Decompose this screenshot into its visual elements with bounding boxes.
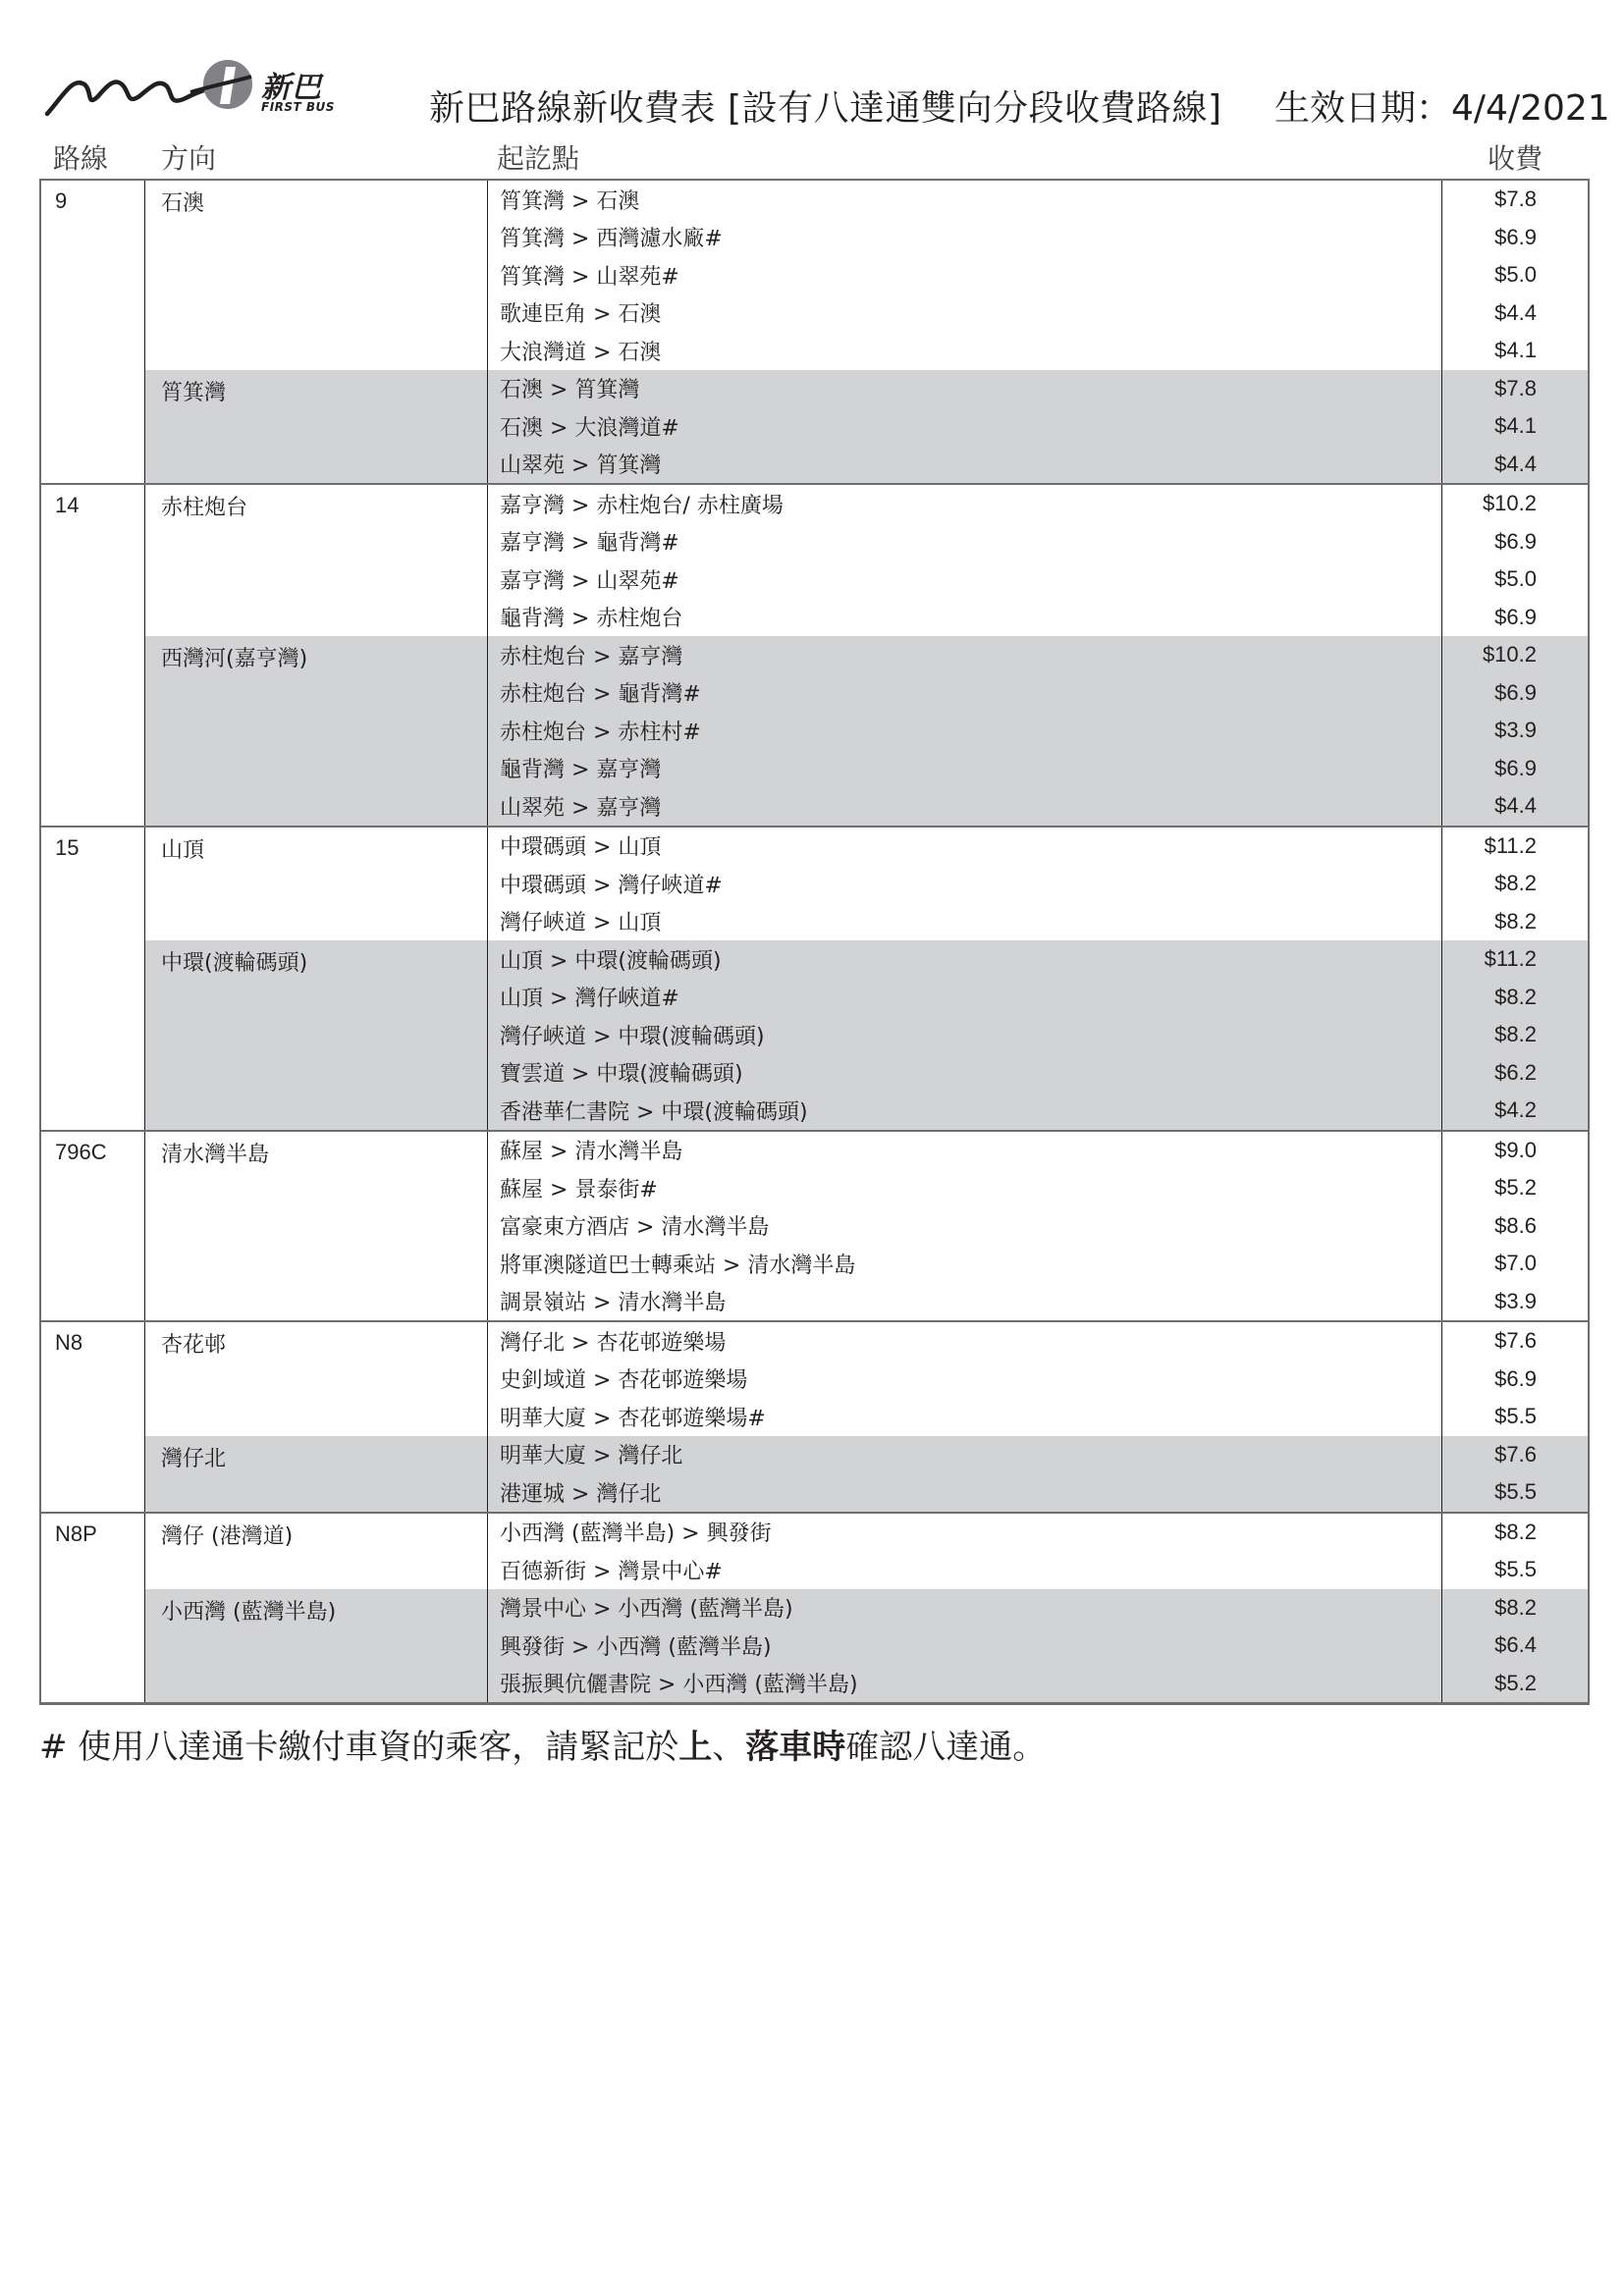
fare-value: $7.8 <box>1494 187 1537 212</box>
table-row <box>488 1514 1588 1552</box>
origin-destination: 龜背灣 > 赤柱炮台 <box>488 599 1442 637</box>
table-row <box>488 1436 1588 1474</box>
origin-destination: 香港華仁書院 > 中環(渡輪碼頭) <box>488 1092 1442 1130</box>
origin-destination: 富豪東方酒店 > 清水灣半島 <box>488 1207 1442 1246</box>
table-row <box>488 1132 1588 1170</box>
direction-name: 石澳 <box>145 181 488 370</box>
fare-value: $8.2 <box>1494 984 1537 1009</box>
table-row <box>488 1016 1588 1054</box>
fare-value: $4.4 <box>1494 299 1537 325</box>
direction-name: 中環(渡輪碼頭) <box>145 940 488 1130</box>
footnote-bold-alight: 落車時 <box>745 1728 846 1767</box>
fare-value: $8.6 <box>1494 1212 1537 1238</box>
origin-destination: 張振興伉儷書院 > 小西灣 (藍灣半島) <box>488 1665 1442 1703</box>
table-row <box>488 294 1588 333</box>
fare-value: $5.5 <box>1494 1479 1537 1505</box>
origin-destination: 中環碼頭 > 灣仔峽道# <box>488 865 1442 903</box>
route-number: N8 <box>41 1322 145 1512</box>
fare-value: $5.0 <box>1494 262 1537 288</box>
origin-destination: 龜背灣 > 嘉亨灣 <box>488 750 1442 788</box>
table-row <box>488 1092 1588 1130</box>
table-row <box>488 1361 1588 1399</box>
table-row <box>488 750 1588 788</box>
route-number: 9 <box>41 181 145 483</box>
origin-destination: 史釗域道 > 杏花邨遊樂場 <box>488 1361 1442 1399</box>
origin-destination: 嘉亨灣 > 龜背灣# <box>488 523 1442 561</box>
table-row <box>488 446 1588 484</box>
fare-value: $9.0 <box>1494 1137 1537 1162</box>
logo-english-text: FIRST BUS <box>261 100 335 114</box>
table-row <box>488 523 1588 561</box>
origin-destination: 石澳 > 筲箕灣 <box>488 370 1442 408</box>
fare-value: $10.2 <box>1482 491 1537 516</box>
origin-destination: 山頂 > 中環(渡輪碼頭) <box>488 940 1442 979</box>
route-block <box>41 181 1588 485</box>
direction-name: 灣仔北 <box>145 1436 488 1512</box>
fare-value: $8.2 <box>1494 908 1537 934</box>
table-row <box>488 1473 1588 1512</box>
first-bus-logo <box>43 57 338 126</box>
fare-value: $7.6 <box>1494 1441 1537 1467</box>
table-row <box>488 1589 1588 1628</box>
column-header-route: 路線 <box>53 142 109 175</box>
fare-value: $5.2 <box>1494 1175 1537 1201</box>
origin-destination: 小西灣 (藍灣半島) > 興發街 <box>488 1514 1442 1552</box>
direction-name: 灣仔 (港灣道) <box>145 1514 488 1589</box>
direction-name: 小西灣 (藍灣半島) <box>145 1589 488 1703</box>
origin-destination: 灣仔峽道 > 山頂 <box>488 903 1442 941</box>
origin-destination: 山頂 > 灣仔峽道# <box>488 979 1442 1017</box>
origin-destination: 寶雲道 > 中環(渡輪碼頭) <box>488 1054 1442 1093</box>
direction-name: 山頂 <box>145 828 488 941</box>
origin-destination: 將軍澳隧道巴士轉乘站 > 清水灣半島 <box>488 1245 1442 1283</box>
fare-value: $6.9 <box>1494 1365 1537 1391</box>
origin-destination: 歌連臣角 > 石澳 <box>488 294 1442 333</box>
origin-destination: 山翠苑 > 嘉亨灣 <box>488 787 1442 826</box>
direction-name: 赤柱炮台 <box>145 485 488 636</box>
table-row <box>488 1207 1588 1246</box>
fare-value: $6.9 <box>1494 604 1537 629</box>
fare-value: $4.2 <box>1494 1097 1537 1123</box>
origin-destination: 大浪灣道 > 石澳 <box>488 332 1442 370</box>
origin-destination: 赤柱炮台 > 龜背灣# <box>488 674 1442 713</box>
origin-destination: 嘉亨灣 > 赤柱炮台/ 赤柱廣場 <box>488 485 1442 523</box>
table-row <box>488 1551 1588 1589</box>
route-block <box>41 1322 1588 1514</box>
direction-block <box>145 370 1588 484</box>
octopus-footnote <box>39 1720 1046 1768</box>
fare-value: $6.9 <box>1494 528 1537 554</box>
direction-name: 清水灣半島 <box>145 1132 488 1321</box>
table-row <box>488 1245 1588 1283</box>
origin-destination: 石澳 > 大浪灣道# <box>488 407 1442 446</box>
origin-destination: 蘇屋 > 清水灣半島 <box>488 1132 1442 1170</box>
fare-value: $6.9 <box>1494 224 1537 249</box>
origin-destination: 明華大廈 > 杏花邨遊樂場# <box>488 1398 1442 1436</box>
origin-destination: 山翠苑 > 筲箕灣 <box>488 446 1442 484</box>
origin-destination: 筲箕灣 > 石澳 <box>488 181 1442 219</box>
fare-value: $6.2 <box>1494 1059 1537 1085</box>
effective-date: 生效日期：4/4/2021 <box>1274 88 1610 129</box>
origin-destination: 調景嶺站 > 清水灣半島 <box>488 1283 1442 1321</box>
fare-value: $3.9 <box>1494 718 1537 743</box>
table-row <box>488 712 1588 750</box>
fare-value: $5.2 <box>1494 1670 1537 1695</box>
fare-value: $11.2 <box>1484 946 1537 972</box>
column-header-fare: 收費 <box>1488 142 1543 175</box>
fare-value: $6.9 <box>1494 755 1537 780</box>
fare-value: $10.2 <box>1482 642 1537 667</box>
page-title: 新巴路線新收費表 [設有八達通雙向分段收費路線] <box>429 88 1222 129</box>
origin-destination: 中環碼頭 > 山頂 <box>488 828 1442 866</box>
origin-destination: 百德新街 > 灣景中心# <box>488 1551 1442 1589</box>
direction-name: 筲箕灣 <box>145 370 488 484</box>
fare-value: $5.5 <box>1494 1404 1537 1429</box>
direction-block <box>145 940 1588 1130</box>
table-row <box>488 1283 1588 1321</box>
table-row <box>488 370 1588 408</box>
route-number: N8P <box>41 1514 145 1703</box>
table-row <box>488 256 1588 294</box>
table-row <box>488 485 1588 523</box>
fare-value: $8.2 <box>1494 1519 1537 1544</box>
table-row <box>488 940 1588 979</box>
fare-value: $5.5 <box>1494 1557 1537 1582</box>
fare-value: $6.4 <box>1494 1632 1537 1658</box>
table-row <box>488 1665 1588 1703</box>
direction-block <box>145 1132 1588 1321</box>
route-block <box>41 828 1588 1132</box>
column-header-direction: 方向 <box>161 142 217 175</box>
direction-block <box>145 1514 1588 1589</box>
table-row <box>488 561 1588 599</box>
route-number: 14 <box>41 485 145 826</box>
origin-destination: 赤柱炮台 > 嘉亨灣 <box>488 636 1442 674</box>
direction-block <box>145 1322 1588 1436</box>
route-block <box>41 1132 1588 1323</box>
table-row <box>488 787 1588 826</box>
origin-destination: 蘇屋 > 景泰街# <box>488 1169 1442 1207</box>
direction-block <box>145 1436 1588 1512</box>
direction-block <box>145 485 1588 636</box>
first-bus-swoosh-icon <box>43 57 259 126</box>
table-row <box>488 181 1588 219</box>
table-row <box>488 332 1588 370</box>
origin-destination: 灣景中心 > 小西灣 (藍灣半島) <box>488 1589 1442 1628</box>
origin-destination: 筲箕灣 > 西灣濾水廠# <box>488 219 1442 257</box>
fare-value: $8.2 <box>1494 1594 1537 1620</box>
fare-value: $3.9 <box>1494 1288 1537 1313</box>
fare-value: $11.2 <box>1484 832 1537 858</box>
route-block <box>41 485 1588 828</box>
route-block <box>41 1514 1588 1703</box>
fare-value: $7.8 <box>1494 375 1537 400</box>
origin-destination: 興發街 > 小西灣 (藍灣半島) <box>488 1627 1442 1665</box>
table-row <box>488 407 1588 446</box>
table-row <box>488 865 1588 903</box>
fare-value: $7.0 <box>1494 1251 1537 1276</box>
fare-value: $4.4 <box>1494 793 1537 819</box>
origin-destination: 灣仔北 > 杏花邨遊樂場 <box>488 1322 1442 1361</box>
footnote-text: 、 <box>712 1728 746 1767</box>
table-row <box>488 636 1588 674</box>
fare-value: $8.2 <box>1494 871 1537 896</box>
fare-value: $4.1 <box>1494 413 1537 439</box>
fare-value: $4.1 <box>1494 338 1537 363</box>
table-row <box>488 599 1588 637</box>
route-number: 796C <box>41 1132 145 1321</box>
direction-block <box>145 181 1588 370</box>
table-row <box>488 1398 1588 1436</box>
origin-destination: 嘉亨灣 > 山翠苑# <box>488 561 1442 599</box>
table-row <box>488 674 1588 713</box>
footnote-text: 確認八達通。 <box>845 1728 1047 1767</box>
origin-destination: 筲箕灣 > 山翠苑# <box>488 256 1442 294</box>
column-header-origin-destination: 起訖點 <box>497 142 580 175</box>
direction-name: 杏花邨 <box>145 1322 488 1436</box>
logo-chinese-text: 新巴 <box>261 71 322 105</box>
footnote-bold-board: 上 <box>678 1728 713 1767</box>
fare-value: $5.0 <box>1494 566 1537 592</box>
direction-name: 西灣河(嘉亨灣) <box>145 636 488 826</box>
origin-destination: 港運城 > 灣仔北 <box>488 1473 1442 1512</box>
direction-block <box>145 636 1588 826</box>
origin-destination: 灣仔峽道 > 中環(渡輪碼頭) <box>488 1016 1442 1054</box>
table-row <box>488 1054 1588 1093</box>
table-row <box>488 1627 1588 1665</box>
fare-value: $4.4 <box>1494 451 1537 476</box>
route-number: 15 <box>41 828 145 1130</box>
direction-block <box>145 1589 1588 1703</box>
fare-value: $6.9 <box>1494 679 1537 705</box>
origin-destination: 赤柱炮台 > 赤柱村# <box>488 712 1442 750</box>
direction-block <box>145 828 1588 941</box>
fare-table <box>39 179 1590 1705</box>
fare-value: $8.2 <box>1494 1022 1537 1047</box>
table-row <box>488 903 1588 941</box>
footnote-text: # 使用八達通卡繳付車資的乘客，請緊記於 <box>39 1728 679 1767</box>
fare-value: $7.6 <box>1494 1328 1537 1354</box>
table-row <box>488 979 1588 1017</box>
table-row <box>488 828 1588 866</box>
table-row <box>488 219 1588 257</box>
table-row <box>488 1322 1588 1361</box>
origin-destination: 明華大廈 > 灣仔北 <box>488 1436 1442 1474</box>
table-row <box>488 1169 1588 1207</box>
